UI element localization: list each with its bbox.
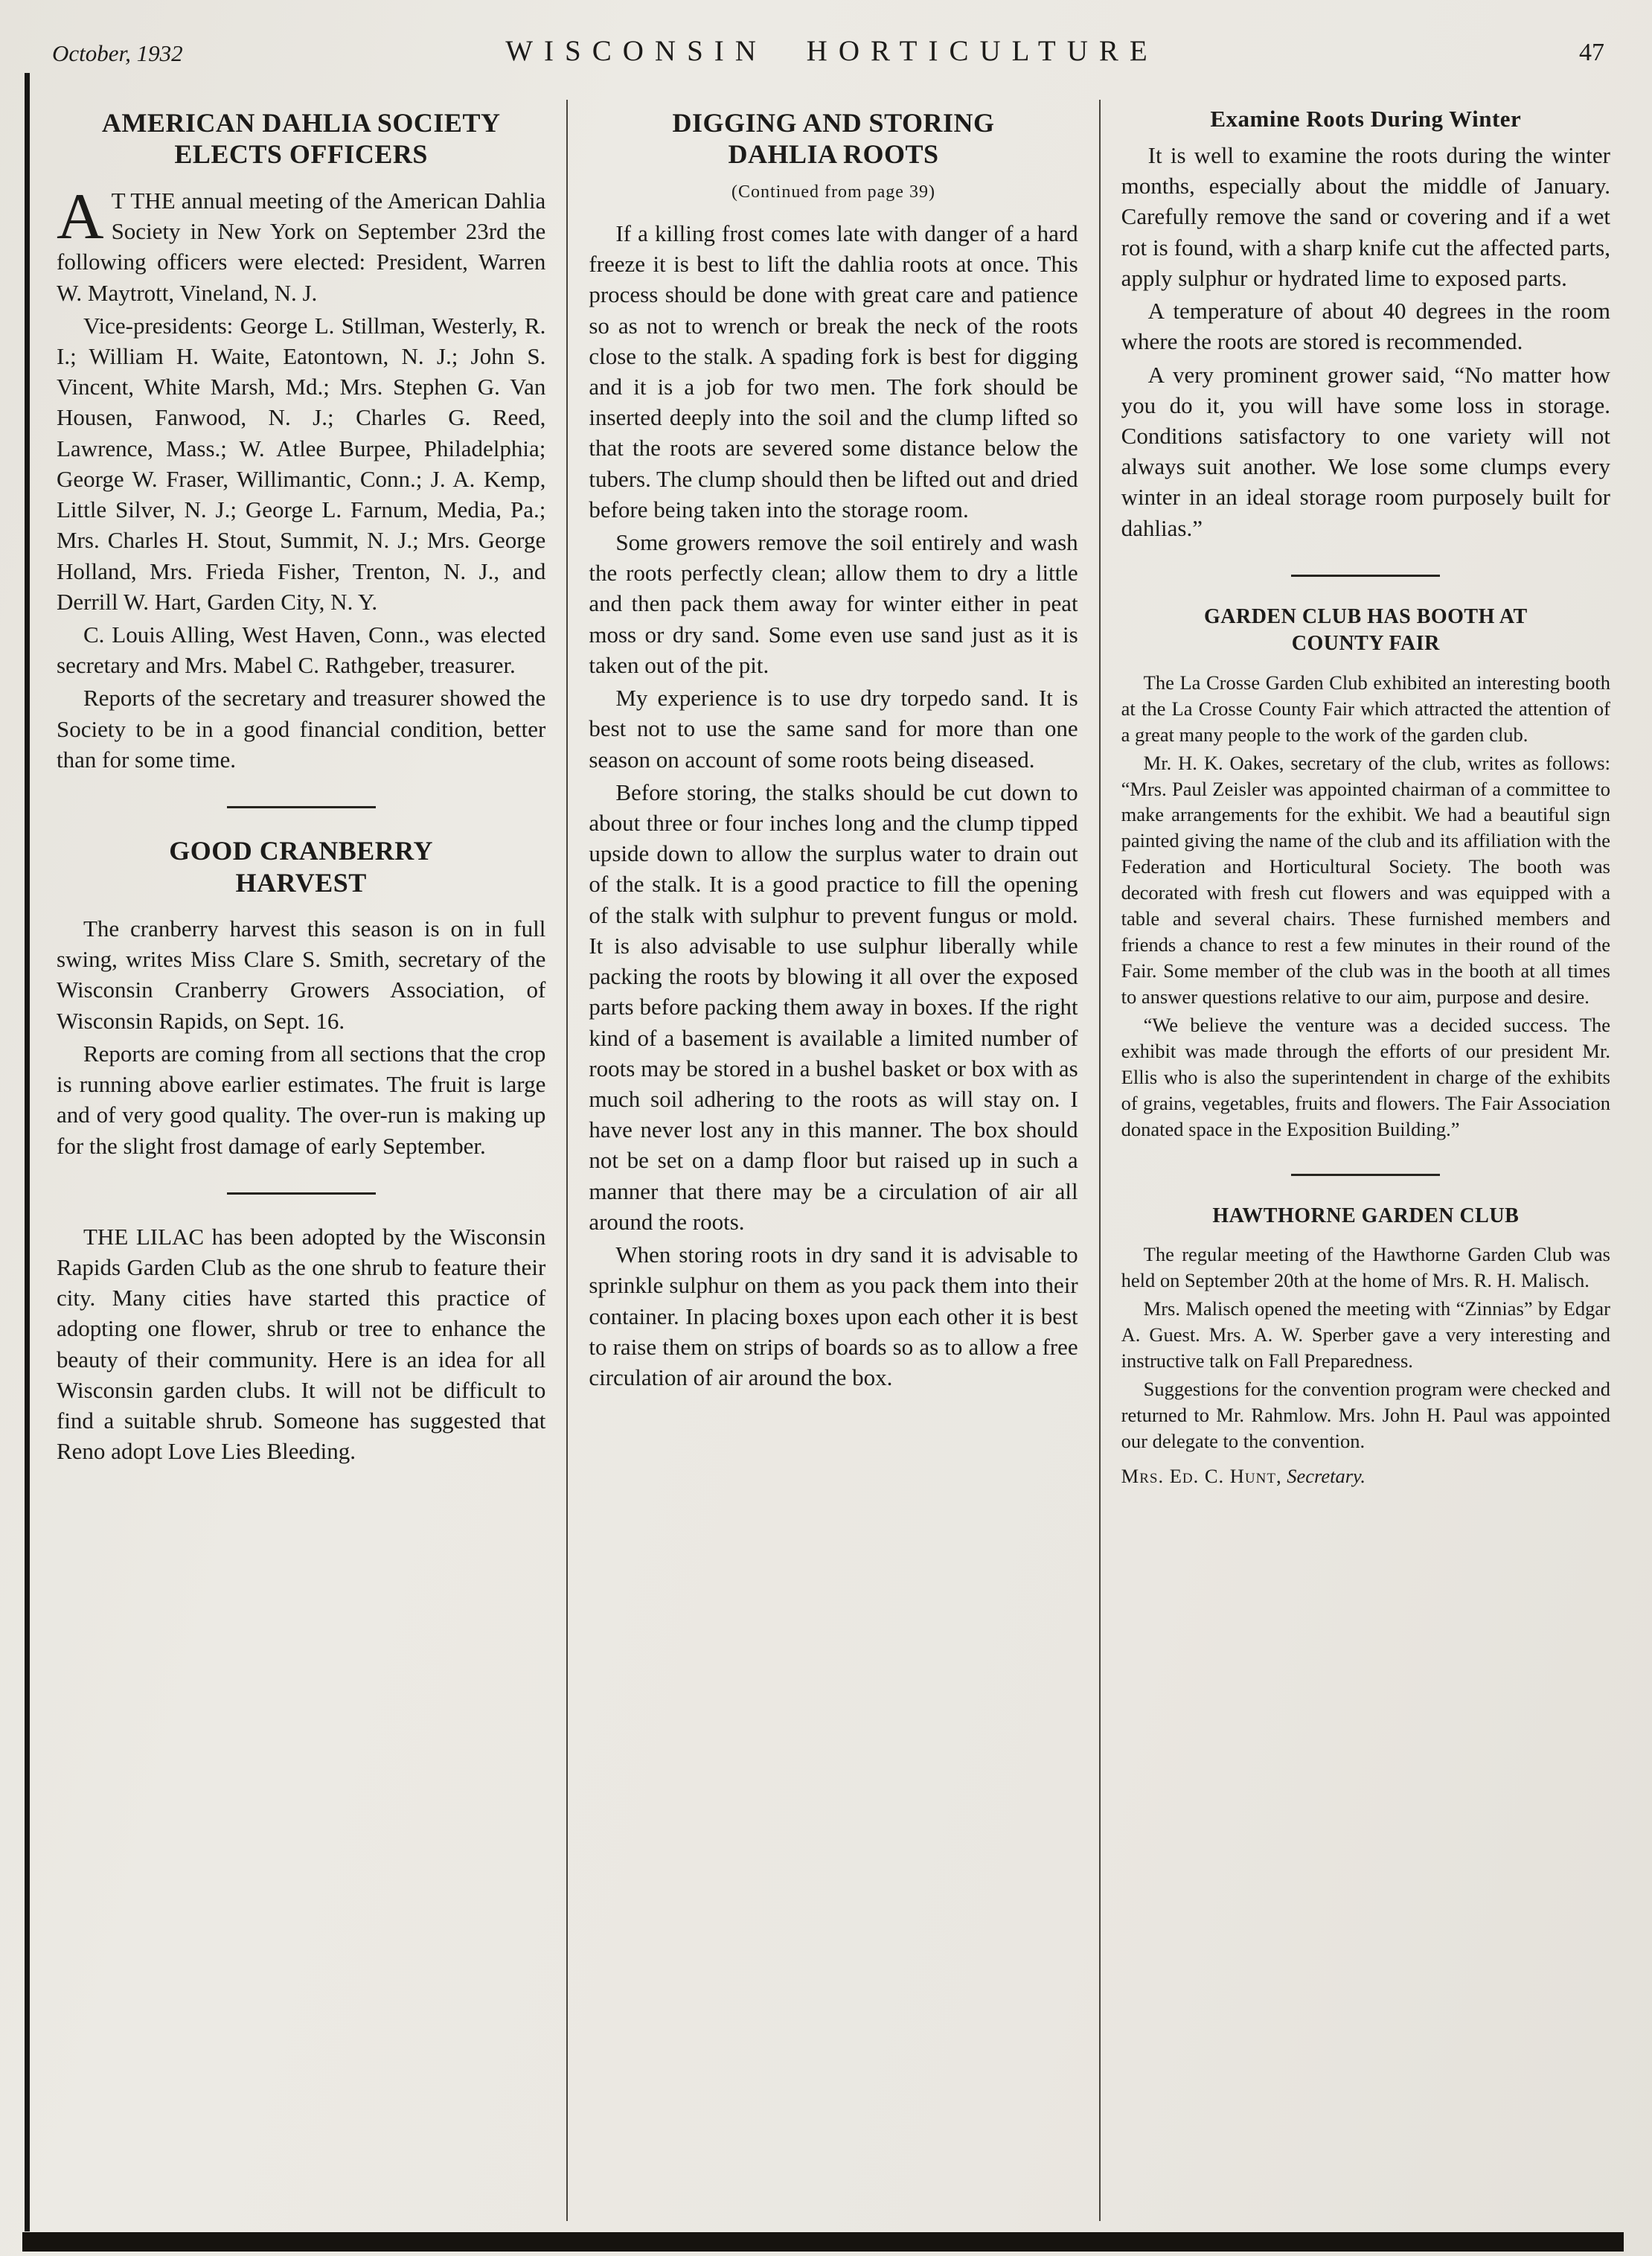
- paragraph: The cranberry harvest this season is on in full swing, writes Miss Clare S. Smith, secretary of the Wisconsin Cranberry Growers Association, of Wisconsin Rapids, on Sept. 16.: [57, 915, 546, 1034]
- paragraph-text: T THE annual meeting of the American Dahlia Society in New York on September 23rd the following officers were elected: President, Warren W. Maytrott, Vineland, N. J.: [57, 187, 546, 306]
- paragraph: It is well to examine the roots during the winter months, especially about the middle of January. Carefully remove the sand or covering and if a wet rot is found, with a sharp knife cut the affected parts, apply sulphur or hydrated lime to exposed parts.: [1121, 142, 1610, 291]
- article-cranberry-harvest: [57, 835, 545, 1161]
- article-title: [1121, 604, 1610, 658]
- paragraph: Mrs. Malisch opened the meeting with “Zinnias” by Edgar A. Guest. Mrs. A. W. Sperber gave a very interesting and instructive talk on Fall Preparedness.: [1121, 1297, 1610, 1373]
- article-digging-storing-dahlia-roots: [589, 107, 1078, 1393]
- article-title-line-2: DAHLIA ROOTS: [728, 139, 939, 170]
- article-title: HAWTHORNE GARDEN CLUB: [1212, 1204, 1520, 1228]
- paragraph: My experience is to use dry torpedo sand. It is best not to use the same sand for more than one season on account of some roots being diseased.: [589, 685, 1078, 773]
- paragraph: “We believe the venture was a decided success. The exhibit was made through the efforts of our president Mr. Ellis who is also the superintendent in charge of the exhibits of grains, vegetables, fruits and flowers. The Fair Association donated space in the Exposition Building.”: [1121, 1014, 1610, 1141]
- article-title-line-1: GOOD CRANBERRY: [169, 836, 434, 866]
- section-heading: Examine Roots During Winter: [1210, 106, 1522, 132]
- column-3: [1101, 100, 1612, 2221]
- paragraph: [57, 180, 546, 308]
- journal-title: WISCONSIN HORTICULTURE: [505, 35, 1159, 67]
- article-title: [589, 107, 1078, 170]
- page-number: 47: [1579, 39, 1604, 66]
- article-title: [57, 107, 545, 170]
- continued-note: (Continued from page 39): [731, 182, 935, 202]
- page-header: [52, 33, 1612, 80]
- paragraph: Before storing, the stalks should be cut down to about three or four inches long and the clump tipped upside down to allow the surplus water to drain out of the stalk. It is a good practice to fill the opening of the stalk with sulphur to prevent fungus or mold. It is also advisable to use sulphur liberally while packing the roots by blowing it all over the exposed parts before packing them away in boxes. If the right kind of a basement is available a limited number of roots may be stored in a bushel basket or box with as much soil adhering to the roots as will stay on. I have never lost any in this manner. The box should not be set on a damp floor but raised up in such a manner that there may be a circulation of air all around the roots.: [589, 779, 1078, 1235]
- column-1: [52, 100, 568, 2221]
- signature-role: Secretary.: [1287, 1465, 1366, 1488]
- scan-artifact-bottom-bar: [22, 2232, 1624, 2252]
- article-examine-roots: [1121, 106, 1610, 543]
- section-divider: [227, 1192, 376, 1195]
- paragraph: Some growers remove the soil entirely and wash the roots perfectly clean; allow them to dry a little and then pack them away for winter either in peat moss or dry sand. Some even use sand just as it is taken out of the pit.: [589, 529, 1078, 678]
- paragraph: The La Crosse Garden Club exhibited an interesting booth at the La Crosse County Fair which attracted the attention of a great many people to the work of the garden club.: [1121, 671, 1610, 746]
- drop-cap: A: [57, 180, 104, 253]
- section-divider: [1291, 1174, 1440, 1176]
- section-divider: [227, 806, 376, 808]
- article-lilac: [57, 1221, 545, 1467]
- scan-artifact-left-edge: [25, 73, 30, 2231]
- paragraph: Suggestions for the convention program were checked and returned to Mr. Rahmlow. Mrs. John H. Paul was appointed our delegate to the convention.: [1121, 1378, 1610, 1453]
- paragraph: C. Louis Alling, West Haven, Conn., was elected secretary and Mrs. Mabel C. Rathgeber, treasurer.: [57, 621, 546, 679]
- signature-name: Mrs. Ed. C. Hunt,: [1121, 1465, 1282, 1488]
- article-dahlia-society: [57, 107, 545, 775]
- paragraph: The regular meeting of the Hawthorne Garden Club was held on September 20th at the home of Mrs. R. H. Malisch.: [1121, 1243, 1610, 1292]
- paragraph: When storing roots in dry sand it is advisable to sprinkle sulphur on them as you pack them into their container. In placing boxes upon each other it is best to raise them on strips of boards so as to allow a free circulation of air around the box.: [589, 1242, 1078, 1390]
- paragraph: Reports are coming from all sections that the crop is running above earlier estimates. The fruit is large and of very good quality. The over-run is making up for the slight frost damage of early September.: [57, 1040, 546, 1159]
- paragraph: A very prominent grower said, “No matter how you do it, you will have some loss in storage. Conditions satisfactory to one variety will not always suit another. We lose some clumps every winter in an ideal storage room purposely built for dahlias.”: [1121, 361, 1610, 541]
- section-divider: [1291, 575, 1440, 577]
- paragraph: Vice-presidents: George L. Stillman, Westerly, R. I.; William H. Waite, Eatontown, N. J.; John S. Vincent, White Marsh, Md.; Mrs. Stephen G. Van Housen, Fanwood, N. J.; Charles G. Reed, Lawrence, Mass.; W. Atlee Burpee, Philadelphia; George W. Fraser, Willimantic, Conn.; J. A. Kemp, Little Silver, N. J.; George L. Farnum, Media, Pa.; Mrs. Charles H. Stout, Summit, N. J.; Mrs. George Holland, Mrs. Frieda Fisher, Trenton, N. J., and Derrill W. Hart, Garden City, N. Y.: [57, 312, 546, 615]
- article-garden-club-booth: [1121, 604, 1610, 1143]
- article-title-line-2: ELECTS OFFICERS: [174, 139, 428, 170]
- column-2: [568, 100, 1100, 2221]
- issue-date: October, 1932: [52, 40, 183, 66]
- article-title-line-2: COUNTY FAIR: [1291, 632, 1440, 656]
- paragraph: Mr. H. K. Oakes, secretary of the club, writes as follows: “Mrs. Paul Zeisler was appointed chairman of a committee to make arrangements for the exhibit. We had a beautiful sign painted giving the name of the club and its affiliation with the Federation and Horticultural Society. The booth was decorated with fresh cut flowers and was equipped with a table and several chairs. These furnished members and friends a chance to rest a few minutes in their round of the Fair. Some member of the club was in the booth at all times to answer questions relative to our aim, purpose and desire.: [1121, 751, 1610, 1009]
- paragraph: A temperature of about 40 degrees in the room where the roots are stored is recommended.: [1121, 298, 1610, 355]
- content-columns: [52, 100, 1612, 2221]
- article-title-line-1: DIGGING AND STORING: [672, 108, 995, 138]
- signature: [1121, 1463, 1610, 1489]
- article-title: [57, 835, 545, 898]
- paragraph: THE LILAC has been adopted by the Wisconsin Rapids Garden Club as the one shrub to feature their city. Many cities have started this practice of adopting one flower, shrub or tree to enhance the beauty of their community. Here is an idea for all Wisconsin garden clubs. It will not be difficult to find a suitable shrub. Someone has suggested that Reno adopt Love Lies Bleeding.: [57, 1223, 546, 1465]
- article-title-line-1: GARDEN CLUB HAS BOOTH AT: [1203, 604, 1528, 628]
- article-title-line-1: AMERICAN DAHLIA SOCIETY: [101, 108, 501, 138]
- article-title-line-2: HARVEST: [235, 867, 367, 898]
- article-hawthorne-garden-club: [1121, 1203, 1610, 1489]
- paragraph: Reports of the secretary and treasurer showed the Society to be in a good financial condition, better than for some time.: [57, 685, 546, 773]
- paragraph: If a killing frost comes late with danger of a hard freeze it is best to lift the dahlia roots at once. This process should be done with great care and patience so as not to wrench or break the neck of the roots close to the stalk. A spading fork is best for digging and it is a job for two men. The fork should be inserted deeply into the soil and the clump lifted so that the roots are severed some distance below the tubers. The clump should then be lifted out and dried before being taken into the storage room.: [589, 220, 1078, 523]
